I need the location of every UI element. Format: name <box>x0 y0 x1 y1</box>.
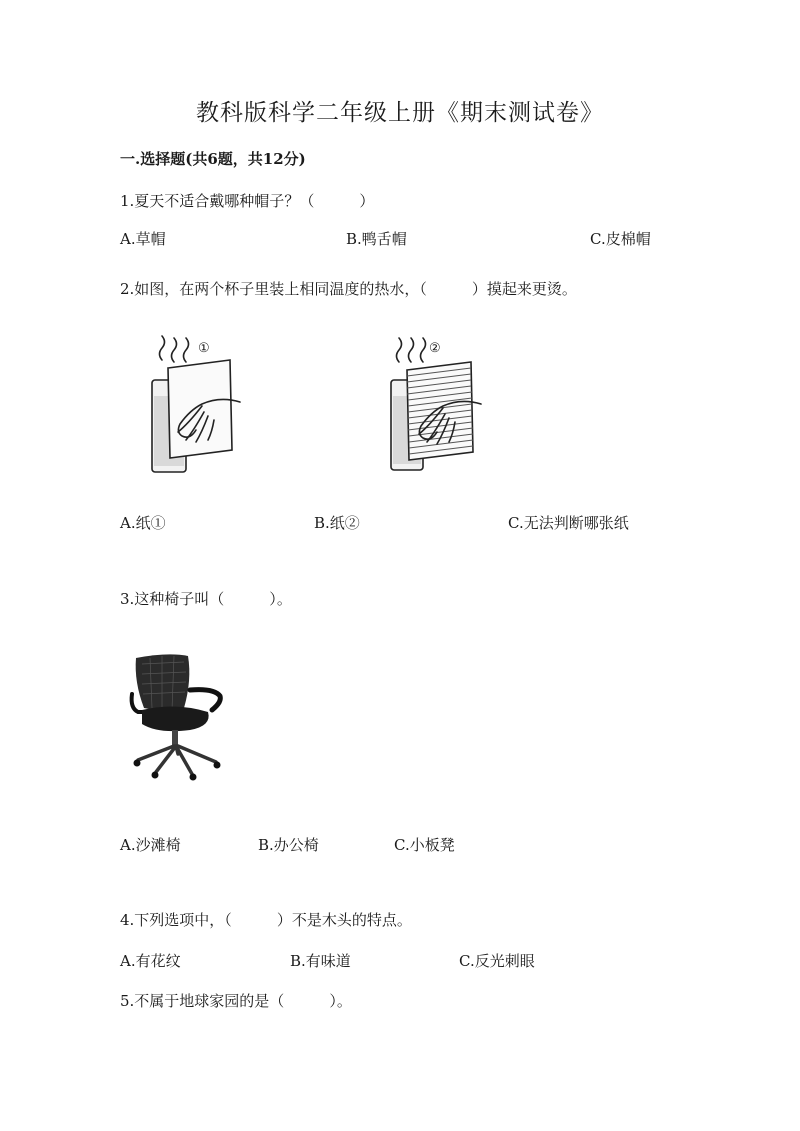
question-3-option-a: A.沙滩椅 <box>120 836 181 854</box>
question-4-option-a: A.有花纹 <box>120 952 181 970</box>
question-1-option-c: C.皮棉帽 <box>590 230 651 248</box>
question-3-stem: 3.这种椅子叫（ ）。 <box>120 590 292 608</box>
question-2-option-c: C.无法判断哪张纸 <box>508 514 629 532</box>
question-1-stem: 1.夏天不适合戴哪种帽子？（ ） <box>120 192 375 210</box>
section-heading: 一.选择题(共6题，共12分) <box>120 150 306 168</box>
question-2-option-b: B.纸② <box>314 514 360 532</box>
question-3-option-b: B.办公椅 <box>258 836 319 854</box>
question-3-option-c: C.小板凳 <box>394 836 455 854</box>
question-2-stem: 2.如图，在两个杯子里装上相同温度的热水，（ ）摸起来更烫。 <box>120 280 577 298</box>
figure-cup-flat-paper <box>140 340 250 475</box>
question-4-option-c: C.反光刺眼 <box>459 952 535 970</box>
question-4-stem: 4.下列选项中，（ ）不是木头的特点。 <box>120 911 412 929</box>
figure-cup-corrugated-paper <box>385 340 495 475</box>
question-2-option-a: A.纸① <box>120 514 166 532</box>
question-1-option-b: B.鸭舌帽 <box>346 230 407 248</box>
page-title: 教科版科学二年级上册《期末测试卷》 <box>196 100 604 126</box>
question-1-option-a: A.草帽 <box>120 230 166 248</box>
question-5-stem: 5.不属于地球家园的是（ ）。 <box>120 992 352 1010</box>
figure-label-1: ① <box>198 341 210 356</box>
figure-office-chair <box>128 650 228 780</box>
question-4-option-b: B.有味道 <box>290 952 351 970</box>
figure-label-2: ② <box>429 341 441 356</box>
